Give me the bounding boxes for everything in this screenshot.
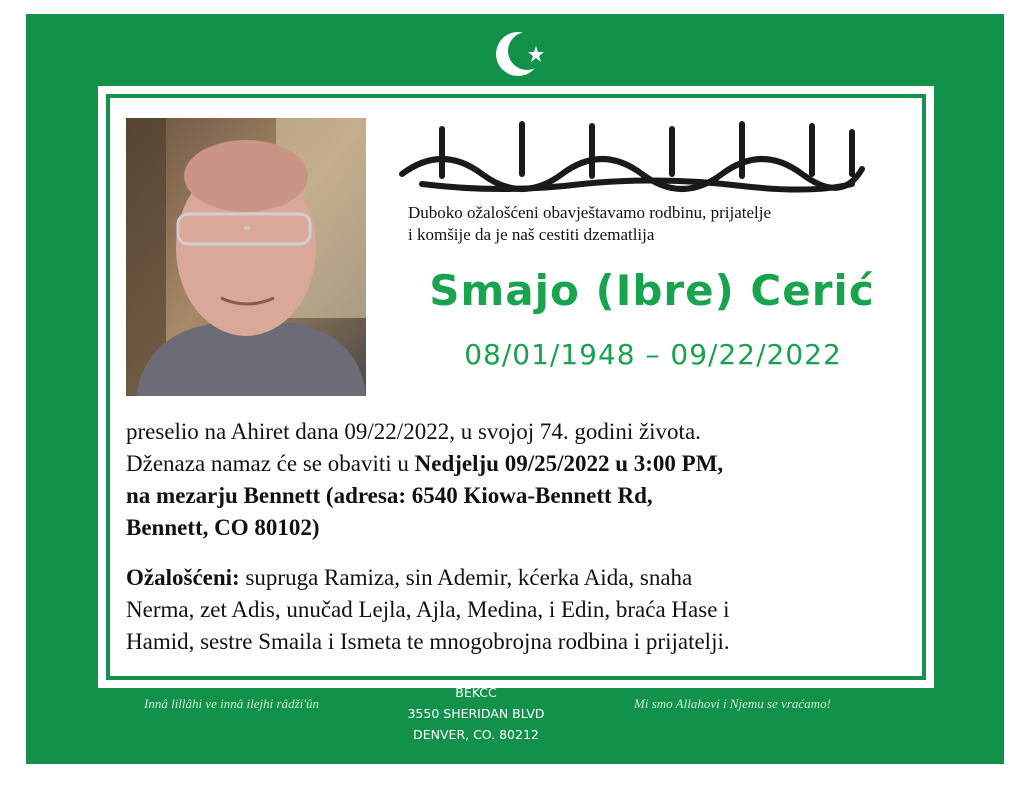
footer-arabic-transliteration: Innâ lillâhi ve innâ ilejhi râdži'ûn [144, 696, 320, 711]
mourners-label: Ožalošćeni: [126, 565, 240, 590]
intro-line-1: Duboko ožalošćeni obavještavamo rodbinu, prijatelje [408, 203, 772, 222]
life-dates: 08/01/1948 – 09/22/2022 [464, 338, 842, 371]
body-line-4: Bennett, CO 80102) [126, 515, 320, 540]
footer-street: 3550 SHERIDAN BLVD [407, 706, 545, 721]
footer-address [386, 682, 566, 745]
intro-text [408, 202, 898, 246]
footer-org: BEKCC [455, 685, 497, 700]
green-frame [26, 14, 1004, 764]
arabic-calligraphy [382, 114, 876, 200]
mourners-paragraph: Ožalošćeni: supruga Ramiza, sin Ademir, kćerka Aida, snaha Nerma, zet Adis, unučad Lejla, Ajla, Medina, i Edin, braća Hase i Hamid, sestre Smaila i Ismeta te mnogobrojna rodbina i prijatelji. [126, 565, 730, 654]
body-line-2: Dženaza namaz će se obaviti u Nedjelju 09/25/2022 u 3:00 PM, [126, 451, 724, 476]
body-line-1: preselio na Ahiret dana 09/22/2022, u svojoj 74. godini života. [126, 419, 701, 444]
announcement-body [126, 416, 916, 658]
crescent-star-icon [494, 28, 552, 80]
funeral-date: Nedjelju 09/25/2022 u 3:00 PM, [414, 451, 724, 476]
intro-line-2: i komšije da je naš cestiti dzematlija [408, 225, 655, 244]
deceased-name: Smajo (Ibre) Cerić [429, 266, 875, 315]
portrait-photo [126, 118, 366, 396]
body-line-3: na mezarju Bennett (adresa: 6540 Kiowa-Bennett Rd, [126, 483, 653, 508]
footer-translation: Mi smo Allahovi i Njemu se vraćamo! [634, 696, 831, 711]
footer-city: DENVER, CO. 80212 [413, 727, 539, 742]
